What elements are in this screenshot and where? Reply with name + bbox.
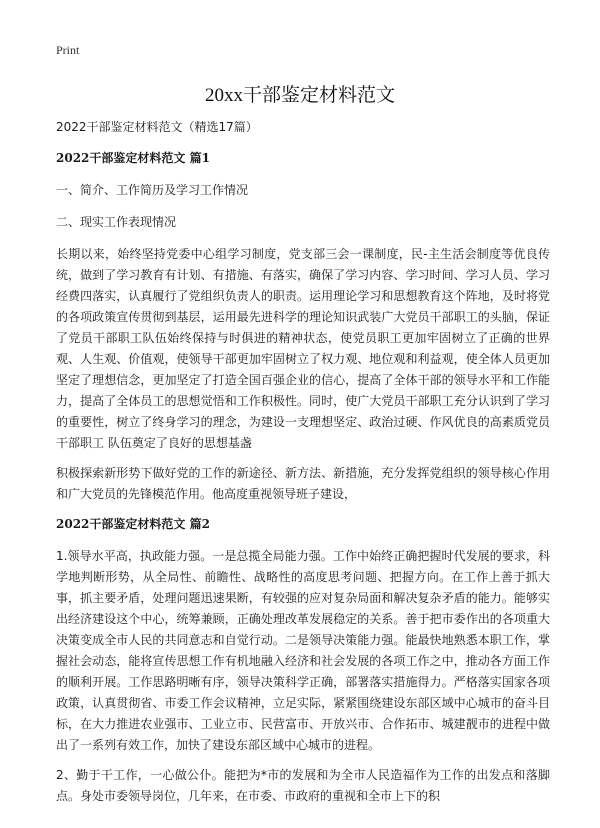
section-1-paragraph-2: 积极探索新形势下做好党的工作的新途径、新方法、新措施，充分发挥党组织的领导核心作用和广大党员的先锋模范作用。他高度重视领导班子建设， [56,466,550,501]
document-title: 20xx干部鉴定材料范文 [204,85,395,106]
section-2-heading: 2022干部鉴定材料范文 篇2 [56,517,210,531]
section-1-item-2: 二、现实工作表现情况 [56,215,177,229]
article-subtitle: 2022干部鉴定材料范文（精选17篇） [56,120,258,134]
print-link[interactable]: Print [56,43,80,57]
article-body [56,117,550,816]
section-2-paragraph-2: 2、勤于干工作，一心做公仆。能把为*市的发展和为全市人民造福作为工作的出发点和落脚点。身处市委领导岗位，几年来，在市委、市政府的重视和全市上下的积 [56,768,550,803]
section-1-item-1: 一、简介、工作简历及学习工作情况 [56,183,249,197]
section-1-paragraph-1: 长期以来，始终坚持党委中心组学习制度，党支部三会一课制度，民-主生活会制度等优良传统，做到了学习教育有计划、有措施、有落实，确保了学习内容、学习时间、学习人员、学习经费四落实，认真履行了党组织负责人的职责。运用理论学习和思想教育这个阵地，及时将党的各项政策宣传贯彻到基层，运用最先进科学的理论知识武装广大党员干部职工的头脑，保证了党员干部职工队伍始终保持与时俱进的精神状态，使党员职工更加牢固树立了正确的世界观、人生观、价值观，使领导干部更加牢固树立了权力观、地位观和利益观，使全体人员更加坚定了理想信念，更加坚定了打造全国百强企业的信心，提高了全体干部的领导水平和工作能力，提高了全体员工的思想觉悟和工作积极性。同时，使广大党员干部职工充分认识到了学习的重要性，树立了终身学习的理念，为建设一支理想坚定、政治过硬、作风优良的高素质党员干部职工 队伍奠定了良好的思想基盏 [56,247,550,450]
section-2-paragraph-1: 1.领导水平高，执政能力强。一是总揽全局能力强。工作中始终正确把握时代发展的要求，科学地判断形势，从全局性、前瞻性、战略性的高度思考问题、把握方向。在工作上善于抓大事，抓主要矛盾，处理问题迅速果断，有较强的应对复杂局面和解决复杂矛盾的能力。能够实出经济建设这个中心，统筹兼顾，正确处理改革发展稳定的关系。善于把市委作出的各项重大决策变成全市人民的共同意志和自觉行动。二是领导决策能力强。能最快地熟悉本职工作，掌握社会动态，能将宣传思想工作有机地融入经济和社会发展的各项工作之中，推动各方面工作的顺利开展。工作思路明晰有序，领导决策科学正确，部署落实措施得力。严格落实国家各项政策，认真贯彻省、市委工作会议精神，立足实际，紧紧围绕建设东部区域中心城市的奋斗目标，在大力推进农业强市、工业立市、民营富市、开放兴市、合作拓市、城建靓市的进程中做出了一系列有效工作，加快了建设东部区域中心城市的进程。 [56,549,550,752]
section-1-heading: 2022干部鉴定材料范文 篇1 [56,151,210,165]
